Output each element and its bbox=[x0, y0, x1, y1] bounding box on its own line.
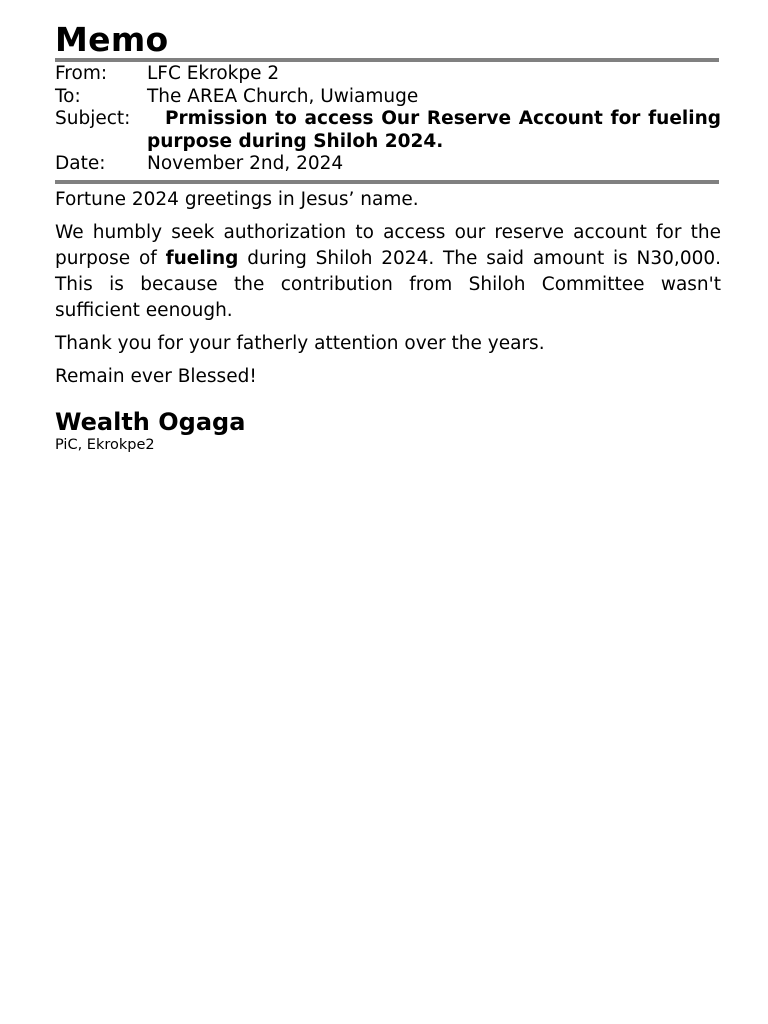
memo-title: Memo bbox=[55, 20, 169, 59]
from-value: LFC Ekrokpe 2 bbox=[147, 63, 280, 84]
memo-document bbox=[55, 20, 721, 454]
subject-value: Prmission to access Our Reserve Account for fueling purpose during Shiloh 2024. bbox=[147, 108, 721, 152]
header-bottom-divider bbox=[55, 180, 719, 184]
memo-body bbox=[55, 187, 721, 390]
request-text-start: We humbly seek authorization to access our reserve account for the purpose of bbox=[55, 221, 721, 269]
to-value: The AREA Church, Uwiamuge bbox=[147, 85, 419, 107]
request-emphasis: fueling bbox=[165, 247, 239, 269]
to-row bbox=[55, 86, 721, 109]
signature-role: PiC, Ekrokpe2 bbox=[55, 436, 155, 453]
date-row bbox=[55, 153, 721, 176]
from-label: From: bbox=[55, 63, 108, 84]
signature-name: Wealth Ogaga bbox=[55, 407, 246, 436]
closing-paragraph: Remain ever Blessed! bbox=[55, 365, 257, 387]
greeting-paragraph: Fortune 2024 greetings in Jesus’ name. bbox=[55, 188, 419, 210]
to-label: To: bbox=[55, 85, 81, 107]
subject-row bbox=[55, 108, 721, 153]
from-row bbox=[55, 63, 721, 86]
date-value: November 2nd, 2024 bbox=[147, 153, 344, 174]
date-label: Date: bbox=[55, 153, 106, 174]
memo-header bbox=[55, 63, 721, 176]
request-paragraph bbox=[55, 220, 721, 324]
request-text-end: during Shiloh 2024. The said amount is N30,000. This is because the contribution from Shiloh Committee wasn't sufficient eenough. bbox=[55, 247, 722, 321]
subject-label: Subject: bbox=[55, 108, 131, 129]
thanks-paragraph: Thank you for your fatherly attention over the years. bbox=[55, 332, 545, 354]
